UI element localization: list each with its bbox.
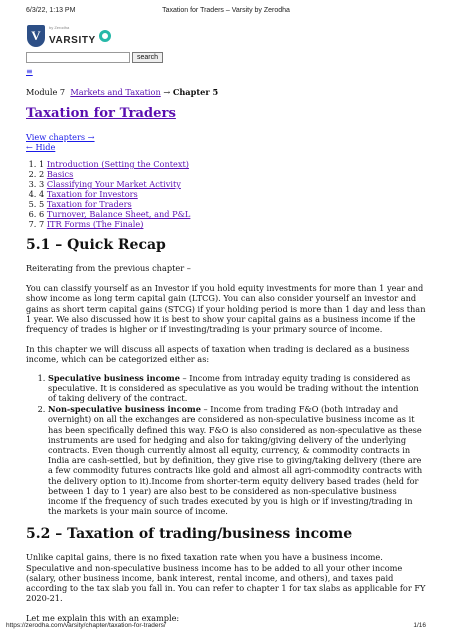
chapter-link[interactable]: Introduction (Setting the Context): [46, 159, 189, 169]
print-page-number: 1/16: [413, 622, 426, 629]
varsity-shield-icon: V: [27, 25, 45, 47]
chapter-link[interactable]: Turnover, Balance Sheet, and P&L: [46, 209, 191, 219]
paragraph: Let me explain this with an example:: [26, 613, 180, 624]
view-chapters-link[interactable]: View chapters →: [26, 132, 95, 142]
list-item: 2. Non-speculative business income – Income from trading F&O (both intraday and overnight) on all the exchanges are considered as non-speculative business income as it has been specifically defined this way. F&O is also considered as non-speculative as these instruments are used for hedging and also for taking/giving delivery of the underlying contracts. Even though currently almost all equity, currency, & commodity contracts in India are cash-settled, but by definition, they give rise to giving/taking delivery (there are a few commodity futures contracts like gold and almost all agri-commodity contracts with the delivery option to it).Income from shorter-term equity delivery based trades (held for between 1 day to 1 year) are also best to be considered as non-speculative business income if the frequency of such trades executed by you is high or if investing/trading in the markets is your main source of income.: [48, 404, 426, 516]
logo-brand: VARSITY: [49, 35, 96, 46]
section-heading-recap: 5.1 – Quick Recap: [26, 237, 166, 253]
breadcrumb-chapter: Chapter 5: [172, 87, 219, 97]
breadcrumb-module-link[interactable]: Markets and Taxation: [70, 87, 161, 97]
chapter-item: 6. 6 Turnover, Balance Sheet, and P&L: [39, 209, 426, 219]
logo-subtext: by Zerodha: [49, 25, 70, 30]
section-heading-taxation: 5.2 – Taxation of trading/business income: [26, 526, 353, 543]
paragraph: In this chapter we will discuss all aspects of taxation when trading is declared as a business income, which can be categorized either as:: [26, 344, 410, 365]
chapter-item: 4. 4 Taxation for Investors: [39, 189, 426, 199]
print-page-title: Taxation for Traders – Varsity by Zerodha: [162, 7, 290, 14]
logo-ring-icon: [99, 30, 111, 42]
print-timestamp: 6/3/22, 1:13 PM: [26, 7, 76, 14]
print-footer: [6, 622, 426, 632]
search-bar: [26, 51, 426, 64]
paragraph: You can classify yourself as an Investor if you hold equity investments for more than 1 year and show income as long term capital gain (LTCG). You can also consider yourself an investor and gains as short term capital gains (STCG) if your holding period is more than 1 day and less than 1 year. We also discussed how it is best to show your capital gains as a business income if the frequency of trades is higher or if investing/trading is your primary source of income.: [26, 283, 426, 335]
chapter-link[interactable]: Basics: [46, 169, 74, 179]
search-button[interactable]: search: [132, 52, 163, 63]
page-title[interactable]: Taxation for Traders: [26, 106, 176, 121]
chapters-nav: [26, 133, 426, 152]
breadcrumb-module: Module 7: [26, 87, 66, 97]
print-header: [26, 7, 426, 19]
paragraph: Reiterating from the previous chapter –: [26, 263, 191, 273]
chapter-link[interactable]: Classifying Your Market Activity: [46, 179, 181, 189]
chapter-link[interactable]: ITR Forms (The Finale): [46, 219, 144, 229]
menu-icon[interactable]: ≡: [26, 67, 33, 76]
breadcrumb-arrow: →: [163, 87, 171, 97]
chapter-item: 1. 1 Introduction (Setting the Context): [39, 159, 426, 169]
search-input[interactable]: [26, 52, 130, 63]
chapter-item: 3. 3 Classifying Your Market Activity: [39, 179, 426, 189]
hide-chapters-link[interactable]: ← Hide: [26, 141, 56, 152]
page-content: [26, 23, 426, 624]
chapter-item: 5. 5 Taxation for Traders: [39, 199, 426, 209]
income-type-list: [26, 373, 426, 517]
chapter-list: [26, 159, 426, 229]
chapter-item: 7. 7 ITR Forms (The Finale): [39, 219, 426, 229]
varsity-logo[interactable]: [27, 23, 426, 49]
paragraph: Unlike capital gains, there is no fixed taxation rate when you have a business income. Speculative and non-speculative business income has to be added to all your other income (salary, other business income, bank interest, rental income, and others), and taxes paid according to the tax slab you fall in. You can refer to chapter 1 for tax slabs as applicable for FY 2020-21.: [26, 552, 426, 604]
chapter-item: 2. 2 Basics: [39, 169, 426, 179]
chapter-link[interactable]: Taxation for Traders: [46, 199, 132, 209]
list-item: 1. Speculative business income – Income from intraday equity trading is considered as speculative. It is considered as speculative as you would be trading without the intention of taking delivery of the contract.: [48, 373, 426, 404]
chapter-link[interactable]: Taxation for Investors: [46, 189, 138, 199]
breadcrumb: [26, 87, 426, 97]
print-url: https://zerodha.com/varsity/chapter/taxation-for-traders/: [6, 622, 166, 629]
